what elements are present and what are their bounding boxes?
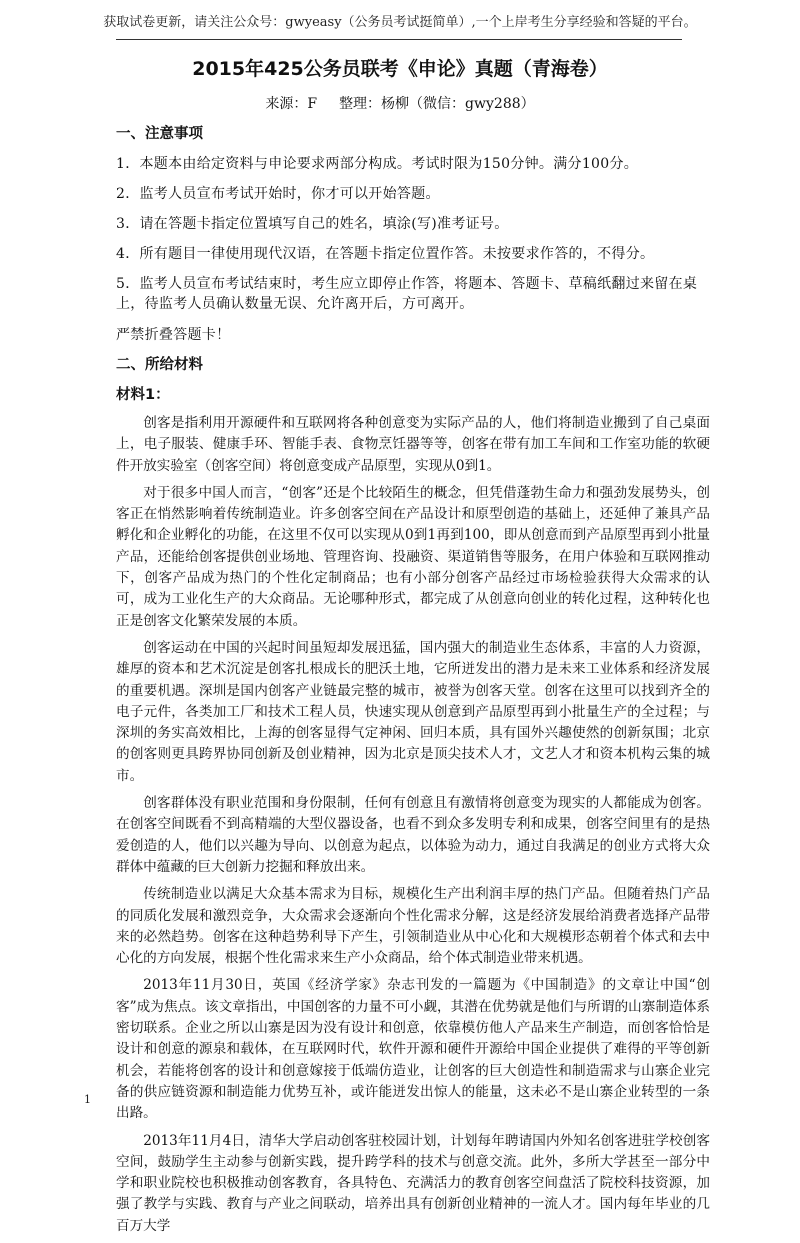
material-1-label: 材料1： <box>116 387 170 403</box>
material-paragraph: 传统制造业以满足大众基本需求为目标，规模化生产出利润丰厚的热门产品。但随着热门产品的同质化发展和激烈竞争，大众需求会逐渐向个性化需求分解，这是经济发展给消费者选择产品带来的必然趋势。创客在这种趋势利导下产生，引领制造业从中心化和大规模形态朝着个体式和去中心化的方向发展，根据个性化需求来生产小众商品，给个体式制造业带来机遇。 <box>116 886 710 967</box>
source-label: 来源：F <box>265 96 318 112</box>
note-item-2: 2．监考人员宣布考试开始时，你才可以开始答题。 <box>116 186 440 202</box>
note-item-1: 1．本题本由给定资料与申论要求两部分构成。考试时限为150分钟。满分100分。 <box>116 156 639 172</box>
notes-heading: 一、注意事项 <box>116 126 203 142</box>
source-line <box>0 94 800 114</box>
material-paragraph: 2013年11月4日，清华大学启动创客驻校园计划，计划每年聘请国内外知名创客进驻学校创客空间，鼓励学生主动参与创新实践，提升跨学科的技术与创意交流。此外，多所大学甚至一部分中学和职业院校也积极推动创客教育，各具特色、充满活力的教育创客空间盘活了院校科技资源，加强了教学与实践、教育与产业之间联动，培养出具有创新创业精神的一流人才。国内每年毕业的几百万大学 <box>116 1132 710 1234</box>
header-divider <box>116 39 682 40</box>
material-paragraph: 2013年11月30日，英国《经济学家》杂志刊发的一篇题为《中国制造》的文章让中国“创客”成为焦点。该文章指出，中国创客的力量不可小觑，其潜在优势就是他们与所谓的山寨制造体系密切联系。企业之所以山寨是因为没有设计和创意，依靠模仿他人产品来生产制造，而创客恰恰是设计和创意的源泉和载体，在互联网时代，软件开源和硬件开源给中国企业提供了难得的平等创新机会，若能将创客的设计和创意嫁接于低端仿造业，让创客的巨大创造性和制造需求与山寨企业完备的供应链资源和制造能力优势互补，或许能迸发出惊人的能量，这未必不是山寨企业转型的一条出路。 <box>116 977 710 1122</box>
note-item-5: 5．监考人员宣布考试结束时，考生应立即停止作答，将题本、答题卡、草稿纸翻过来留在桌上，待监考人员确认数量无误、允许离开后，方可离开。 <box>116 276 698 312</box>
material-paragraph: 对于很多中国人而言，“创客”还是个比较陌生的概念，但凭借蓬勃生命力和强劲发展势头，创客正在悄然影响着传统制造业。许多创客空间在产品设计和原型创造的基础上，还延伸了兼具产品孵化和企业孵化的功能，在这里不仅可以实现从0到1再到100，即从创意而到产品原型再到小批量产品，还能给创客提供创业场地、管理咨询、投融资、渠道销售等服务，在用户体验和互联网推动下，创客产品成为热门的个性化定制商品；也有小部分创客产品经过市场检验获得大众需求的认可，成为工业化生产的大众商品。无论哪种形式，都完成了从创意向创业的转化过程，这种转化也正是创客文化繁荣发展的本质。 <box>116 484 710 629</box>
warning-text: 严禁折叠答题卡！ <box>116 327 231 343</box>
note-item-3: 3．请在答题卡指定位置填写自己的姓名，填涂(写)准考证号。 <box>116 216 509 232</box>
document-title: 2015年425公务员联考《申论》真题（青海卷） <box>192 58 608 80</box>
material-paragraph: 创客是指利用开源硬件和互联网将各种创意变为实际产品的人，他们将制造业搬到了自己桌面上，电子服装、健康手环、智能手表、食物烹饪器等等，创客在带有加工车间和工作室功能的软硬件开放实验室（创客空间）将创意变成产品原型，实现从0到1。 <box>116 415 710 474</box>
editor-label: 整理：杨柳（微信：gwy288） <box>339 96 535 112</box>
page-number: 1 <box>84 1093 91 1106</box>
header-note: 获取试卷更新，请关注公众号：gwyeasy（公务员考试挺简单）,一个上岸考生分享经验和答疑的平台。 <box>103 15 697 30</box>
material-paragraph: 创客群体没有职业范围和身份限制，任何有创意且有激情将创意变为现实的人都能成为创客。在创客空间既看不到高精端的大型仪器设备，也看不到众多发明专利和成果，创客空间里有的是热爱创造的人，他们以兴趣为导向、以创意为起点，以体验为动力，通过自我满足的创业方式将大众群体中蕴藏的巨大创新力挖掘和释放出来。 <box>116 795 710 875</box>
document-body <box>116 124 710 1243</box>
materials-heading: 二、所给材料 <box>116 357 203 373</box>
note-item-4: 4．所有题目一律使用现代汉语，在答题卡指定位置作答。未按要求作答的，不得分。 <box>116 246 655 262</box>
material-paragraph: 创客运动在中国的兴起时间虽短却发展迅猛，国内强大的制造业生态体系，丰富的人力资源，雄厚的资本和艺术沉淀是创客扎根成长的肥沃土地，它所迸发出的潜力是未来工业体系和经济发展的重要机遇。深圳是国内创客产业链最完整的城市，被誉为创客天堂。创客在这里可以找到齐全的电子元件，各类加工厂和技术工程人员，快速实现从创意到产品原型再到小批量生产的全过程；与深圳的务实高效相比，上海的创客显得气定神闲、回归本质，具有国外兴趣使然的创新氛围；北京的创客则更具跨界协同创新及创业精神，因为北京是顶尖技术人才，文艺人才和资本机构云集的城市。 <box>116 639 710 784</box>
